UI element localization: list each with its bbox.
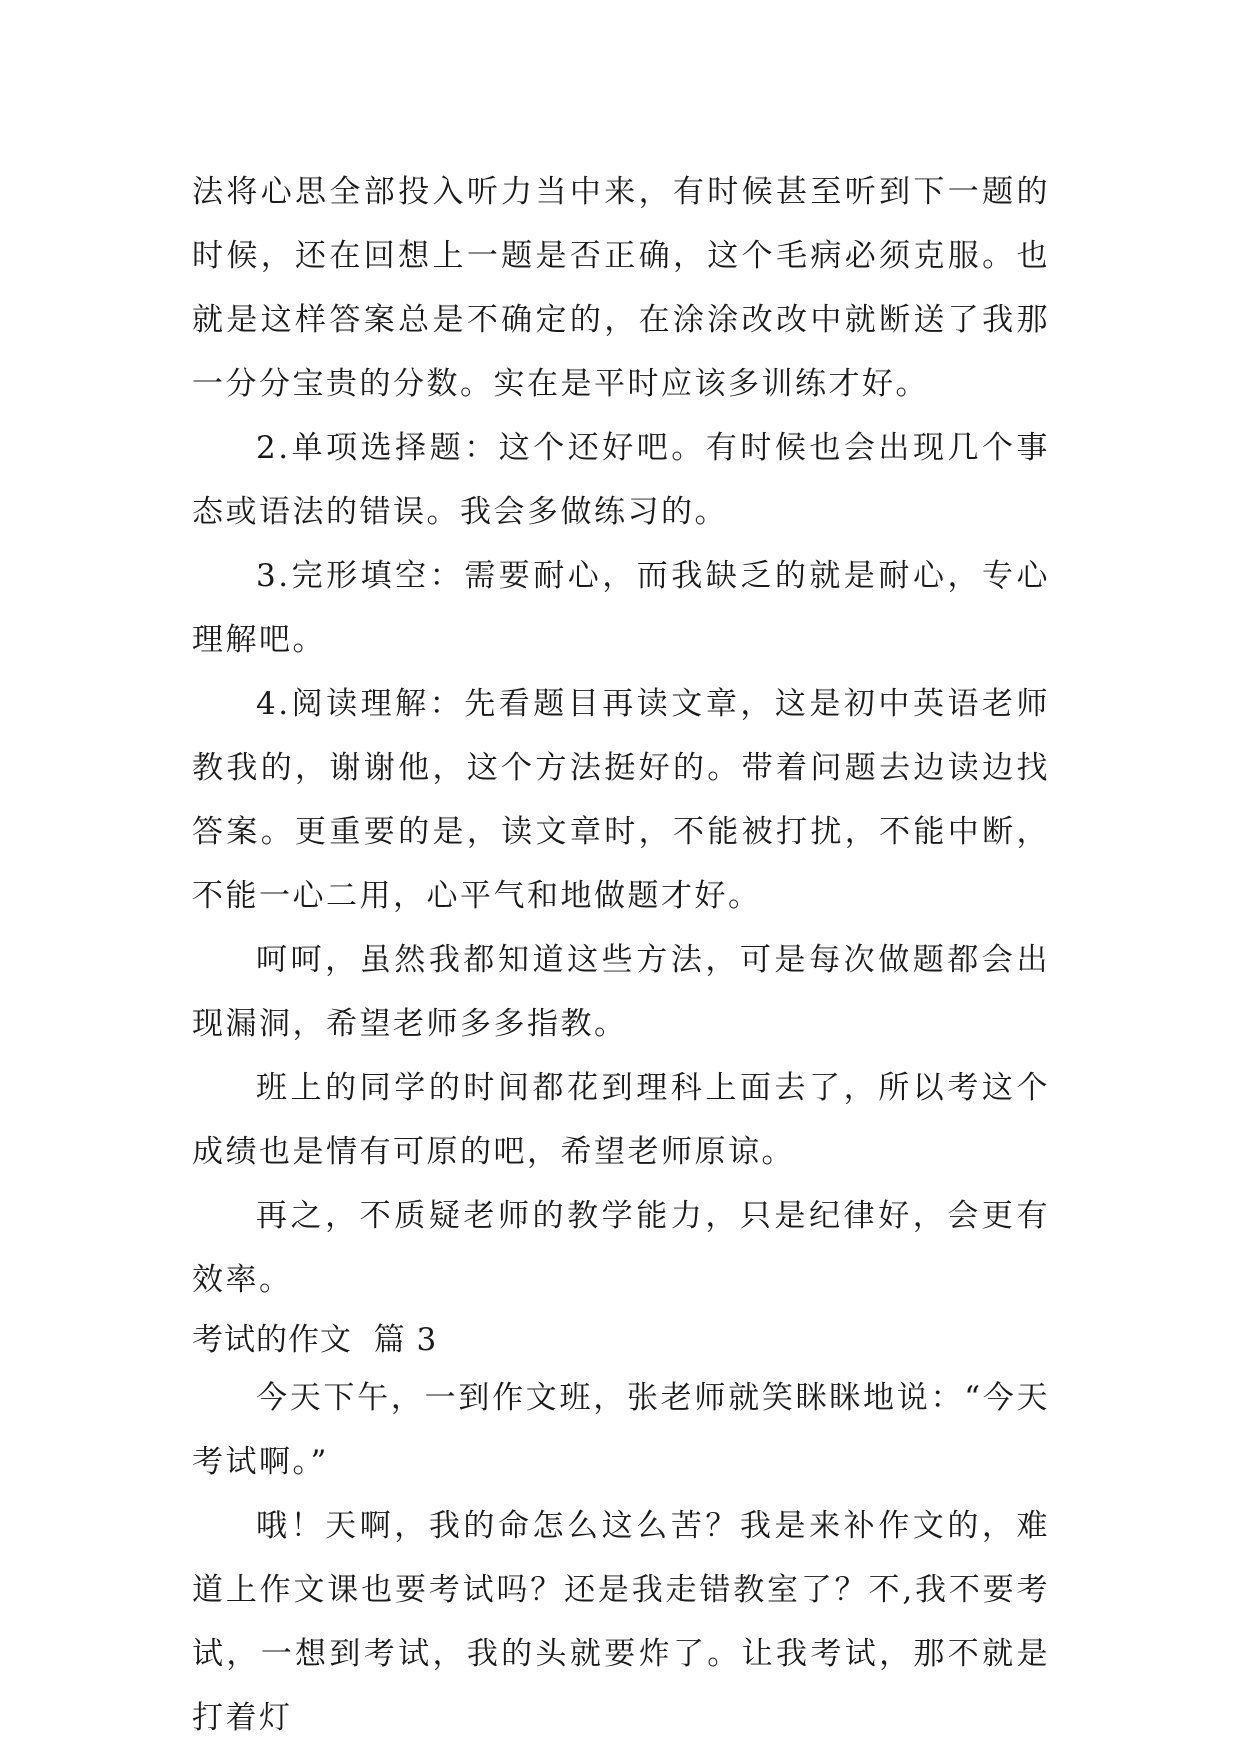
paragraph-multiple-choice: 2.单项选择题：这个还好吧。有时候也会出现几个事态或语法的错误。我会多做练习的。 [192, 430, 1050, 530]
document-body [192, 160, 1050, 1750]
paragraph-cloze: 3.完形填空：需要耐心，而我缺乏的就是耐心，专心理解吧。 [192, 558, 1050, 658]
paragraph-methods-loopholes: 呵呵，虽然我都知道这些方法，可是每次做题都会出现漏洞，希望老师多多指教。 [192, 942, 1050, 1042]
paragraph-listening-continuation: 法将心思全部投入听力当中来，有时候甚至听到下一题的时候，还在回想上一题是否正确，这个毛病必须克服。也就是这样答案总是不确定的，在涂涂改改中就断送了我那一分分宝贵的分数。实在是平时应该多训练才好。 [192, 174, 1050, 402]
paragraph-exam-reaction: 哦！天啊，我的命怎么这么苦？我是来补作文的，难道上作文课也要考试吗？还是我走错教室了？不,我不要考试，一想到考试，我的头就要炸了。让我考试，那不就是打着灯 [192, 1508, 1050, 1736]
paragraph-classmates-science: 班上的同学的时间都花到理科上面去了，所以考这个成绩也是情有可原的吧，希望老师原谅。 [192, 1070, 1050, 1170]
section-heading: 考试的作文 篇 3 [192, 1322, 438, 1358]
paragraph-discipline: 再之，不质疑老师的教学能力，只是纪律好，会更有效率。 [192, 1198, 1050, 1298]
paragraph-exam-announcement: 今天下午，一到作文班，张老师就笑眯眯地说：“今天考试啊。” [192, 1380, 1050, 1480]
paragraph-reading-comprehension: 4.阅读理解：先看题目再读文章，这是初中英语老师教我的，谢谢他，这个方法挺好的。带着问题去边读边找答案。更重要的是，读文章时，不能被打扰，不能中断，不能一心二用，心平气和地做题才好。 [192, 686, 1050, 914]
